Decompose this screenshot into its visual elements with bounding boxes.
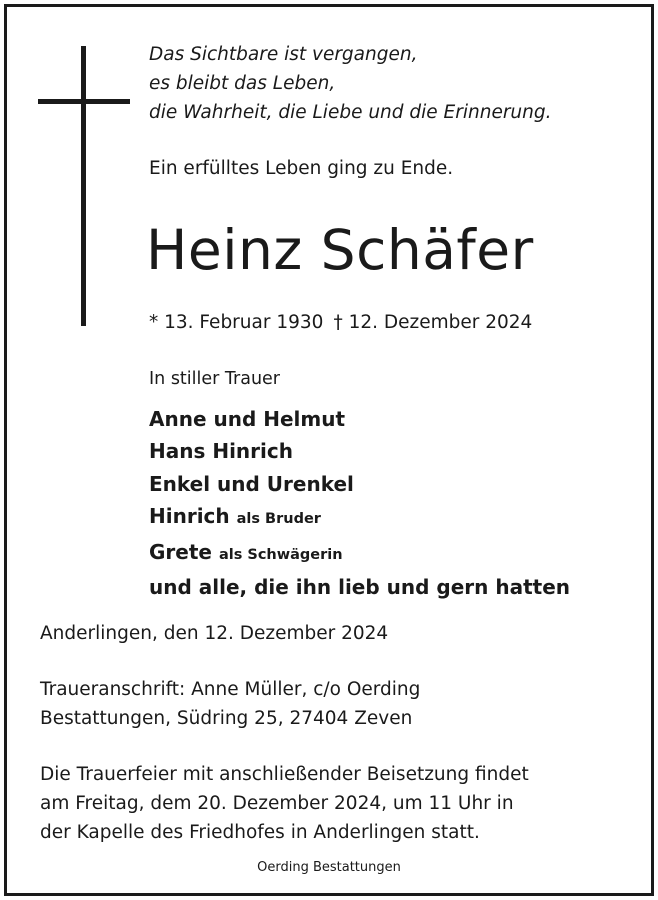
ceremony-line: Die Trauerfeier mit anschließender Beisetzung findet [40, 764, 529, 785]
mourner-name: Enkel und Urenkel [149, 471, 354, 496]
mourner-name: Anne und Helmut [149, 407, 346, 431]
mourner-entry [149, 571, 570, 603]
mourner-entry [149, 536, 570, 571]
mourning-line: In stiller Trauer [149, 369, 280, 389]
address-line: Bestattungen, Südring 25, 27404 Zeven [40, 707, 413, 729]
memorial-quote [149, 40, 552, 127]
funeral-notice [40, 760, 529, 847]
deceased-name: Heinz Schäfer [146, 218, 534, 282]
life-dates [149, 310, 532, 336]
cross-horizontal-bar [38, 99, 130, 104]
death-date: † 12. Dezember 2024 [333, 312, 533, 333]
cross-vertical-bar [81, 46, 86, 326]
mourner-name: und alle, die ihn lieb und gern hatten [149, 575, 570, 600]
mourner-role: als Schwägerin [218, 546, 343, 563]
quote-line: die Wahrheit, die Liebe und die Erinnerung. [149, 102, 552, 123]
condolence-address [40, 676, 420, 733]
ceremony-line: der Kapelle des Friedhofes in Anderlingen statt. [40, 822, 480, 843]
quote-line: es bleibt das Leben, [149, 73, 336, 94]
intro-line: Ein erfülltes Leben ging zu Ende. [149, 158, 454, 179]
mourner-entry [149, 468, 570, 500]
mourner-role: als Bruder [236, 511, 321, 528]
place-and-date: Anderlingen, den 12. Dezember 2024 [40, 623, 389, 644]
birth-date: * 13. Februar 1930 [149, 312, 324, 333]
mourners-list [149, 403, 570, 603]
address-line: Traueranschrift: Anne Müller, c/o Oerding [40, 679, 421, 700]
mourner-name: Hans Hinrich [149, 439, 293, 464]
mourner-entry [149, 403, 570, 435]
mourner-entry [149, 500, 570, 535]
ceremony-line: am Freitag, dem 20. Dezember 2024, um 11 Uhr in [40, 793, 514, 814]
mourner-name: Grete [149, 539, 212, 564]
mourner-entry [149, 435, 570, 467]
funeral-home-credit: Oerding Bestattungen [257, 860, 401, 875]
quote-line: Das Sichtbare ist vergangen, [149, 44, 418, 65]
mourner-name: Hinrich [149, 504, 230, 529]
